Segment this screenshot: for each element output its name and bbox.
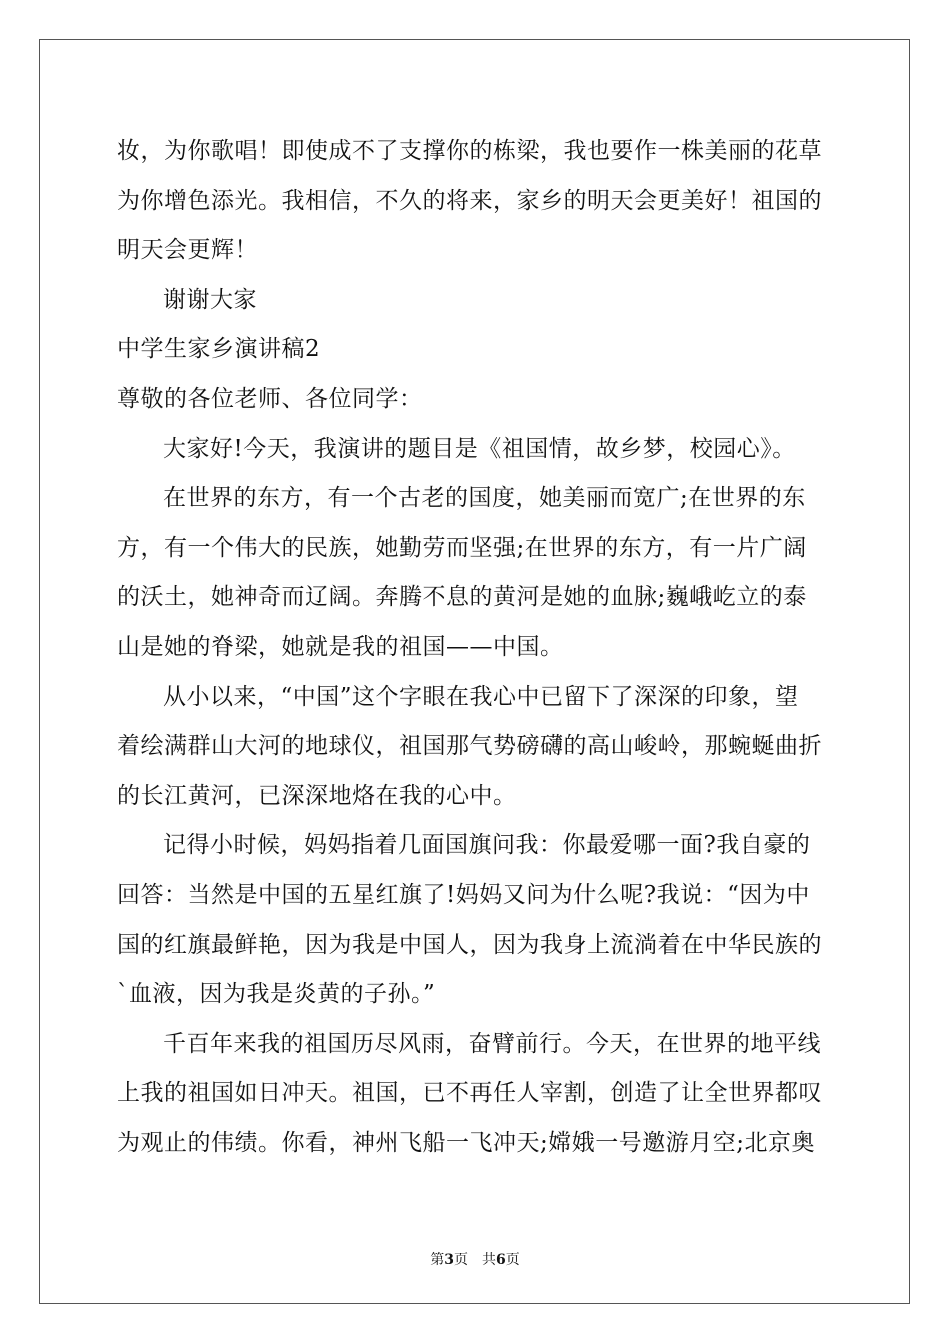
text-line: 的长江黄河，已深深地烙在我的心中。 bbox=[117, 782, 517, 809]
page-suffix: 页 bbox=[505, 1252, 520, 1268]
text-line: `血液，因为我是炎黄的子孙。” bbox=[117, 981, 436, 1008]
text-line: 记得小时候，妈妈指着几面国旗问我：你最爱哪一面?我自豪的 bbox=[163, 832, 811, 859]
page-mid: 页 共 bbox=[454, 1252, 496, 1268]
page-prefix: 第 bbox=[430, 1252, 445, 1268]
text-line: 的沃土，她神奇而辽阔。奔腾不息的黄河是她的血脉;巍峨屹立的泰 bbox=[117, 584, 807, 611]
text-line: 为观止的伟绩。你看，神州飞船一飞冲天;嫦娥一号邀游月空;北京奥 bbox=[117, 1129, 815, 1156]
section-heading: 中学生家乡演讲稿2 bbox=[117, 336, 321, 363]
text-line: 明天会更辉！ bbox=[117, 237, 258, 264]
text-line: 国的红旗最鲜艳，因为我是中国人，因为我身上流淌着在中华民族的 bbox=[117, 931, 822, 958]
text-line: 为你增色添光。我相信，不久的将来，家乡的明天会更美好！祖国的 bbox=[117, 187, 822, 214]
text-line: 回答：当然是中国的五星红旗了!妈妈又问为什么呢?我说：“因为中 bbox=[117, 881, 810, 908]
text-line: 大家好!今天，我演讲的题目是《祖国情，故乡梦，校园心》。 bbox=[163, 435, 796, 462]
text-line: 上我的祖国如日冲天。祖国，已不再任人宰割，创造了让全世界都叹 bbox=[117, 1080, 822, 1107]
text-line: 山是她的脊梁，她就是我的祖国——中国。 bbox=[117, 633, 564, 660]
text-line: 从小以来，“中国”这个字眼在我心中已留下了深深的印象，望 bbox=[163, 683, 799, 710]
document-body bbox=[117, 127, 835, 1168]
text-line: 在世界的东方，有一个古老的国度，她美丽而宽广;在世界的东 bbox=[163, 485, 806, 512]
text-line: 着绘满群山大河的地球仪，祖国那气势磅礴的高山峻岭，那蜿蜒曲折 bbox=[117, 733, 822, 760]
salutation: 尊敬的各位老师、各位同学： bbox=[117, 385, 423, 412]
current-page-number: 3 bbox=[444, 1252, 454, 1268]
text-line: 方，有一个伟大的民族，她勤劳而坚强;在世界的东方，有一片广阔 bbox=[117, 534, 807, 561]
page-footer bbox=[0, 1249, 950, 1269]
closing-remark: 谢谢大家 bbox=[163, 286, 257, 313]
text-line: 千百年来我的祖国历尽风雨，奋臂前行。今天，在世界的地平线 bbox=[163, 1030, 821, 1057]
total-pages-number: 6 bbox=[496, 1252, 506, 1268]
text-line: 妆，为你歌唱！即使成不了支撑你的栋梁，我也要作一株美丽的花草 bbox=[117, 138, 822, 164]
